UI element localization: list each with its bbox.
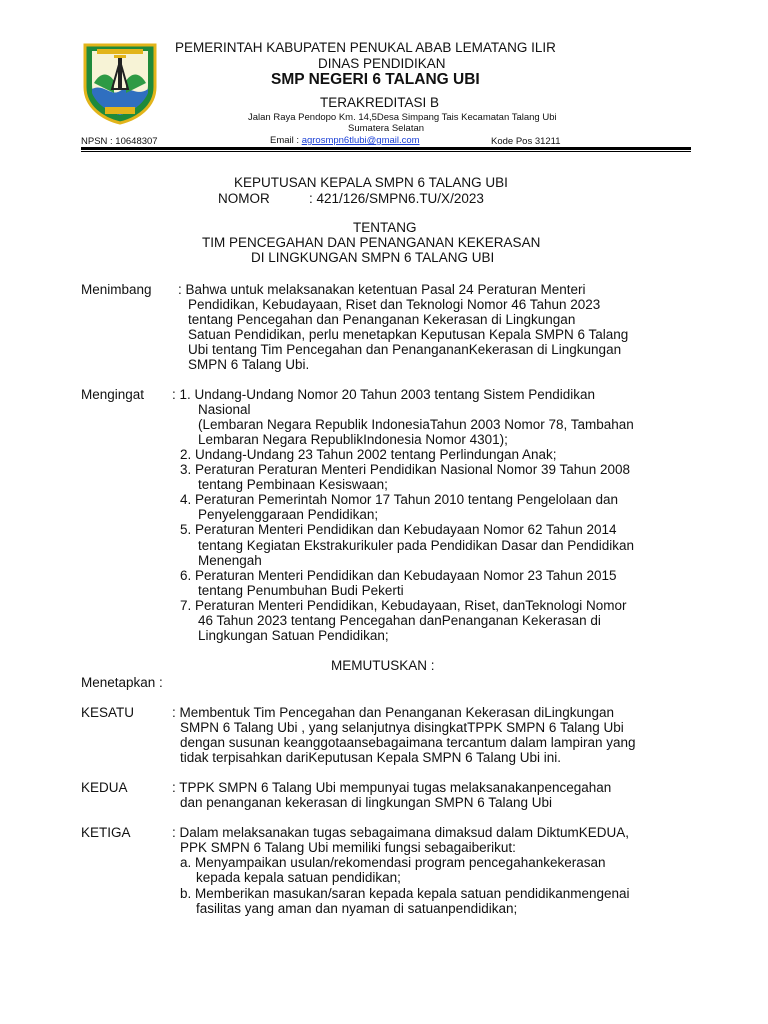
decree-number-label: NOMOR — [218, 191, 270, 206]
email-line — [270, 135, 420, 146]
email-label: Email : — [270, 135, 302, 146]
accreditation: TERAKREDITASI B — [320, 95, 440, 110]
letterhead-rule-thick — [81, 147, 691, 150]
menimbang-line: : Bahwa untuk melaksanakan ketentuan Pasal 24 Peraturan Menteri — [178, 282, 586, 297]
kesatu-line: SMPN 6 Talang Ubi , yang selanjutnya disingkatTPPK SMPN 6 Talang Ubi — [180, 720, 624, 735]
ketiga-line: PPK SMPN 6 Talang Ubi memiliki fungsi sebagaiberikut: — [180, 840, 516, 855]
npsn: NPSN : 10648307 — [81, 136, 158, 147]
mengingat-line: tentang Kegiatan Ekstrakurikuler pada Pendidikan Dasar dan Pendidikan — [198, 538, 635, 553]
mengingat-line: (Lembaran Negara Republik IndonesiaTahun 2003 Nomor 78, Tambahan — [198, 417, 634, 432]
menimbang-line: tentang Pencegahan dan Penanganan Kekerasan di Lingkungan — [188, 312, 576, 327]
decree-number: : 421/126/SMPN6.TU/X/2023 — [309, 191, 484, 206]
mengingat-label: Mengingat — [81, 387, 145, 402]
kedua-label: KEDUA — [81, 780, 128, 795]
ketiga-line: b. Memberikan masukan/saran kepada kepala satuan pendidikanmengenai — [180, 886, 630, 901]
ketiga-line: : Dalam melaksanakan tugas sebagaimana dimaksud dalam DiktumKEDUA, — [172, 825, 629, 840]
ketiga-line: fasilitas yang aman dan nyaman di satuanpendidikan; — [196, 901, 518, 916]
mengingat-line: Menengah — [198, 553, 262, 568]
decree-subject-1: TIM PENCEGAHAN DAN PENANGANAN KEKERASAN — [202, 235, 541, 250]
mengingat-line: Lingkungan Satuan Pendidikan; — [198, 628, 389, 643]
mengingat-line: 2. Undang-Undang 23 Tahun 2002 tentang Perlindungan Anak; — [180, 447, 557, 462]
mengingat-line: : 1. Undang-Undang Nomor 20 Tahun 2003 tentang Sistem Pendidikan — [172, 387, 596, 402]
letterhead-department: DINAS PENDIDIKAN — [318, 56, 446, 71]
address-line-1: Jalan Raya Pendopo Km. 14,5Desa Simpang Tais Kecamatan Talang Ubi — [248, 112, 557, 123]
mengingat-line: Lembaran Negara RepublikIndonesia Nomor 4301); — [198, 432, 508, 447]
regency-emblem-icon — [81, 41, 159, 125]
school-name: SMP NEGERI 6 TALANG UBI — [271, 71, 480, 88]
email-link[interactable]: agrosmpn6tlubi@gmail.com — [301, 135, 420, 146]
mengingat-line: 5. Peraturan Menteri Pendidikan dan Kebudayaan Nomor 62 Tahun 2014 — [180, 522, 617, 537]
mengingat-line: Nasional — [198, 402, 251, 417]
menimbang-line: Pendidikan, Kebudayaan, Riset dan Teknologi Nomor 46 Tahun 2023 — [188, 297, 601, 312]
kesatu-line: dengan susunan keanggotaansebagaimana tercantum dalam lampiran yang — [180, 735, 636, 750]
mengingat-line: 6. Peraturan Menteri Pendidikan dan Kebudayaan Nomor 23 Tahun 2015 — [180, 568, 617, 583]
mengingat-line: 3. Peraturan Peraturan Menteri Pendidikan Nasional Nomor 39 Tahun 2008 — [180, 462, 631, 477]
ketiga-label: KETIGA — [81, 825, 131, 840]
mengingat-line: 4. Peraturan Pemerintah Nomor 17 Tahun 2010 tentang Pengelolaan dan — [180, 492, 619, 507]
menetapkan-label: Menetapkan : — [81, 675, 163, 690]
kedua-line: : TPPK SMPN 6 Talang Ubi mempunyai tugas melaksanakanpencegahan — [172, 780, 612, 795]
mengingat-line: 7. Peraturan Menteri Pendidikan, Kebudayaan, Riset, danTeknologi Nomor — [180, 598, 627, 613]
kesatu-line: tidak terpisahkan dariKeputusan Kepala SMPN 6 Talang Ubi ini. — [180, 750, 561, 765]
address-line-2: Sumatera Selatan — [348, 123, 425, 134]
letterhead-rule-thin — [81, 151, 691, 152]
ketiga-line: a. Menyampaikan usulan/rekomendasi program pencegahankekerasan — [180, 855, 606, 870]
kedua-line: dan penanganan kekerasan di lingkungan SMPN 6 Talang Ubi — [180, 795, 553, 810]
mengingat-line: tentang Penumbuhan Budi Pekerti — [198, 583, 404, 598]
letterhead-government: PEMERINTAH KABUPATEN PENUKAL ABAB LEMATANG ILIR — [175, 40, 556, 55]
menimbang-line: SMPN 6 Talang Ubi. — [188, 357, 310, 372]
mengingat-line: 46 Tahun 2023 tentang Pencegahan danPenanganan Kekerasan di — [198, 613, 601, 628]
menimbang-line: Satuan Pendidikan, perlu menetapkan Keputusan Kepala SMPN 6 Talang — [188, 327, 629, 342]
ketiga-line: kepada kepala satuan pendidikan; — [196, 870, 401, 885]
decree-about: TENTANG — [353, 220, 417, 235]
kesatu-label: KESATU — [81, 705, 135, 720]
menimbang-line: Ubi tentang Tim Pencegahan dan PenangananKekerasan di Lingkungan — [188, 342, 622, 357]
postal-code: Kode Pos 31211 — [491, 136, 561, 147]
decree-title: KEPUTUSAN KEPALA SMPN 6 TALANG UBI — [234, 175, 508, 190]
kesatu-line: : Membentuk Tim Pencegahan dan Penanganan Kekerasan diLingkungan — [172, 705, 615, 720]
memutuskan-heading: MEMUTUSKAN : — [331, 658, 435, 673]
decree-subject-2: DI LINGKUNGAN SMPN 6 TALANG UBI — [251, 250, 495, 265]
mengingat-line: Penyelenggaraan Pendidikan; — [198, 507, 379, 522]
menimbang-label: Menimbang — [81, 282, 152, 297]
mengingat-line: tentang Pembinaan Kesiswaan; — [198, 477, 388, 492]
